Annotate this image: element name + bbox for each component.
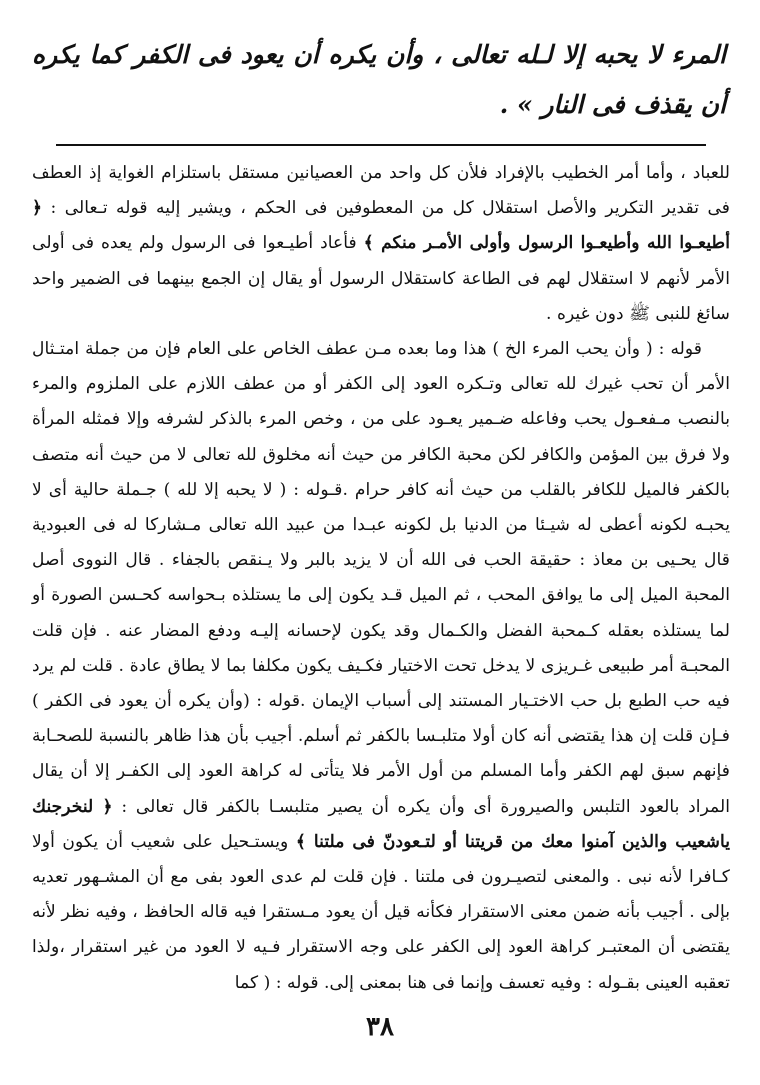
separator-rule [56, 144, 706, 146]
commentary-text: للعباد ، وأما أمر الخطيب بالإفراد فلأن كل واحد من العصيانين مستقل باستلزام الغواية إذ العطف فى تقدير التكرير والأصل استقلال كل من المعطوفين فى الحكم ، ويشير إليه قوله تـعالى : [32, 163, 730, 219]
commentary [32, 156, 730, 1001]
commentary-text: قوله : ( وأن يحب المرء الخ ) هذا وما بعده مـن عطف الخاص على العام فإن من جملة امتـثال الأمر أن تحب غيرك لله تعالى وتـكره العود إلى الكفر أو من عطف اللازم على الملزوم والمرء بالنصب مـفعـول يحب وفاعله ضـمير يعـود على من ، وخص المرء بالذكر لشرفه وإلا فمثله المرأة ولا فرق بين المؤمن والكافر لكن محبة الكافر من حيث أنه مخلوق لله تعالى لا من حيث أنه متصف بالكفر فالميل للكافر بالقلب من حيث أنه كافر حرام .قـوله : ( لا يحبه إلا لله ) جـملة حالية أى لا يحبـه لكونه أعطى له شيـئا من الدنيا بل لكونه عبـدا من عبيد الله تعالى مـشاركا له فى العبودية قال يحـيى بن معاذ : حقيقة الحب فى الله أن لا يزيد بالبر ولا يـنقص بالجفاء . قال النووى أصل المحبة الميل إلى ما يوافق المحب ، ثم الميل قـد يكون إلى ما يستلذه بـحواسه كحـسن الصورة أو لما يستلذه بعقله كـمحبة الفضل والكـمال وقد يكون لإحسانه إليـه ودفع المضار عنه . فإن قلت المحبـة أمر طبيعى غـريزى لا يدخل تحت الاختيار فكـيف يكون مكلفا بما لا يطاق عادة . قلت لم يرد فيه حب الطبع بل حب الاختـيار المستند إلى أسباب الإيمان .قوله : (وأن يكره أن يعود فى الكفر ) فـإن قلت إن هذا يقتضى أنه كان أولا متلبـسا بالكفر ثم أسلم. أجيب بأن هذا ظاهر بالنسبة للصحـابة فإنهم سبق لهم الكفر وأما المسلم من أول الأمر فلا يتأتى له كراهة العود إلى الكفـر إلا أن يقال المراد بالعود التلبس والصيرورة أى وأن يكره أن يصير متلبسـا بالكفر قال تعالى : [32, 339, 731, 817]
commentary-text: ويستـحيل على شعيب أن يكون أولا كـافرا لأنه نبى . والمعنى لتصيـرون فى ملتنا . فإن قلت لم عدى العود بفى مع أن المشـهور تعديه بإلى . أجيب بأنه ضمن معنى الاستقرار فكأنه قيل أن يعود مـستقرا فيه قاله الحافظ ، وفيه نظر لأنه يقتضى أن المعتبـر كراهة العود إلى الكفر على وجه الاستقرار فـيه لا العود من غير استقرار ،ولذا تعقبه العينى بقـوله : وفيه تعسف وإنما فى هنا بمعنى إلى. قوله : ( كما [32, 831, 730, 993]
commentary-paragraph-1 [32, 156, 730, 332]
quran-verse: ﴿ أطيعـوا الله وأطيعـوا الرسول وأولى الأمـر منكم ﴾ [32, 198, 730, 254]
commentary-paragraph-2 [32, 332, 730, 1001]
quran-verse: ﴿ لنخرجنك ياشعيب والذين آمنوا معك من قريتنا أو لتـعودنّ فى ملتنا ﴾ [32, 796, 731, 852]
page-number: ٣٨ [366, 1012, 394, 1042]
commentary-text: فأعاد أطيـعوا فى الرسول ولم يعده فى أولى الأمر لأنهم لا استقلال لهم فى الطاعة كاستقلال الرسول أو يقال إن الجمع بينهما فى الضمير واحد سائغ للنبى ﷺ دون غيره . [32, 233, 730, 324]
hadith-text: المرء لا يحبه إلا لـله تعالى ، وأن يكره أن يعود فى الكفر كما يكره أن يقذف فى النار » . [32, 40, 726, 119]
